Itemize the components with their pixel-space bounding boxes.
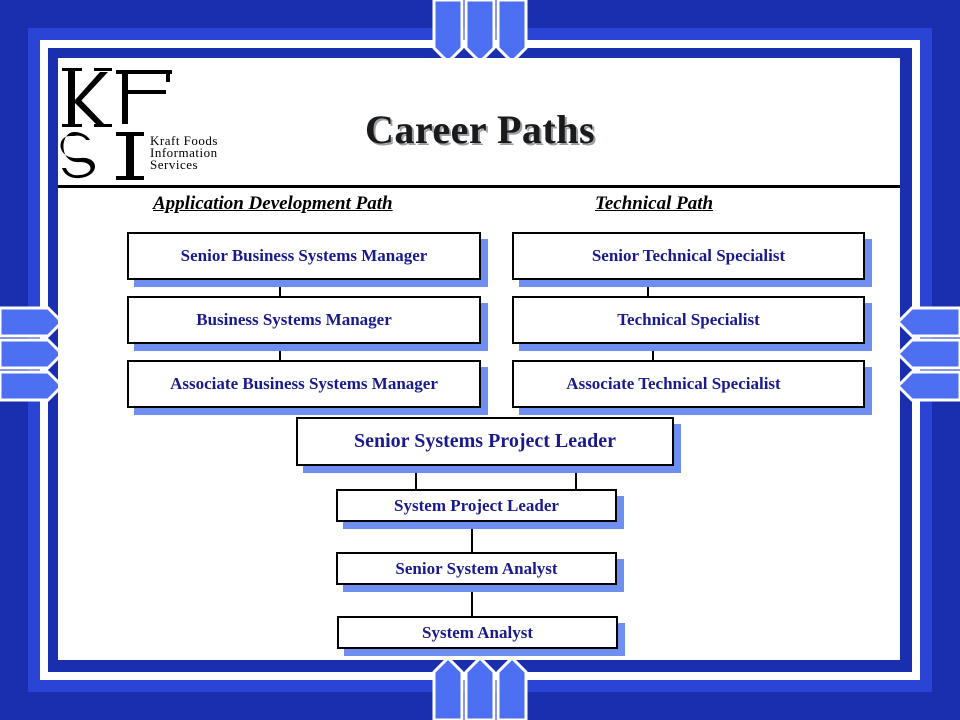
logo-line-1: Kraft Foods	[150, 133, 218, 148]
role-box-senior-business-systems-manager	[127, 232, 481, 280]
connector-line	[647, 279, 649, 296]
role-label: Senior System Analyst	[395, 558, 558, 578]
bottom-chevron-icons	[434, 658, 526, 720]
role-box-technical-specialist	[512, 296, 865, 344]
logo-line-2: Information	[150, 145, 218, 160]
role-label: Technical Specialist	[617, 310, 760, 329]
connector-line	[415, 465, 417, 490]
role-box-senior-systems-project-leader	[296, 417, 674, 466]
connector-line	[279, 279, 281, 296]
role-box-business-systems-manager	[127, 296, 481, 344]
role-box-system-analyst	[337, 616, 618, 649]
role-label: Associate Business Systems Manager	[170, 374, 438, 393]
connector-line	[279, 343, 281, 360]
slide-title: Career Paths	[364, 107, 596, 152]
role-label: Senior Systems Project Leader	[354, 430, 616, 452]
role-label: Senior Business Systems Manager	[180, 246, 428, 265]
logo-line-3: Services	[150, 157, 199, 172]
role-label: System Analyst	[422, 622, 533, 642]
title-divider	[58, 185, 900, 188]
role-box-associate-technical-specialist	[512, 360, 865, 408]
top-chevron-icons	[434, 0, 526, 62]
connector-line	[652, 343, 654, 360]
role-label: Senior Technical Specialist	[591, 246, 786, 265]
role-box-system-project-leader	[336, 489, 617, 522]
role-label: Business Systems Manager	[196, 310, 392, 329]
role-label: Associate Technical Specialist	[566, 374, 781, 393]
connector-line	[575, 465, 577, 490]
left-arrow-icons	[0, 308, 62, 400]
application-path-heading: Application Development Path	[153, 193, 393, 214]
connector-line	[471, 584, 473, 617]
technical-path-heading: Technical Path	[595, 193, 714, 214]
right-arrow-icons	[898, 308, 960, 400]
connector-line	[471, 520, 473, 552]
role-box-senior-system-analyst	[336, 552, 617, 585]
role-label: System Project Leader	[394, 495, 559, 515]
role-box-senior-technical-specialist	[512, 232, 865, 280]
role-box-associate-business-systems-manager	[127, 360, 481, 408]
